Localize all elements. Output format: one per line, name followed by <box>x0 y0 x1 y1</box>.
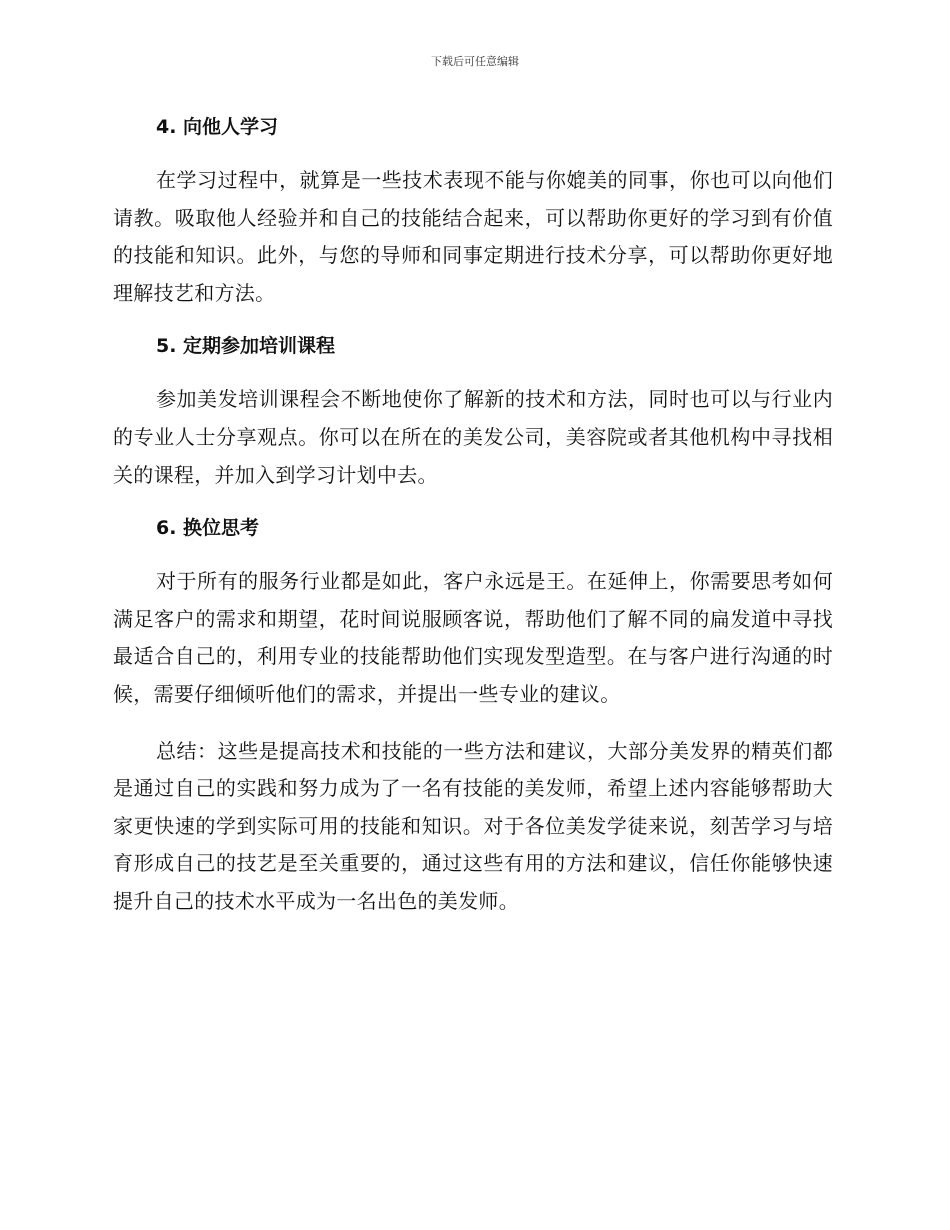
section-title-5: 5. 定期参加培训课程 <box>156 335 336 358</box>
section-paragraph-4: 在学习过程中，就算是一些技术表现不能与你媲美的同事，你也可以向他们请教。吸取他人经验并和自己的技能结合起来，可以帮助你更好的学习到有价值的技能和知识。此外，与您的导师和同事定期进行技术分享，可以帮助你更好地理解技艺和方法。 <box>113 168 833 305</box>
section-title-4: 4. 向他人学习 <box>156 116 279 138</box>
page-header: 下载后可任意编辑 <box>431 55 519 68</box>
summary-paragraph: 总结：这些是提高技术和技能的一些方法和建议，大部分美发界的精英们都是通过自己的实践和努力成为了一名有技能的美发师，希望上述内容能够帮助大家更快速的学到实际可用的技能和知识。对于各位美发学徒来说，刻苦学习与培育形成自己的技艺是至关重要的，通过这些有用的方法和建议，信任你能够快速提升自己的技术水平成为一名出色的美发师。 <box>113 738 833 913</box>
document-body <box>113 112 833 940</box>
section-paragraph-5: 参加美发培训课程会不断地使你了解新的技术和方法，同时也可以与行业内的专业人士分享观点。你可以在所在的美发公司，美容院或者其他机构中寻找相关的课程，并加入到学习计划中去。 <box>113 387 833 487</box>
section-paragraph-6: 对于所有的服务行业都是如此，客户永远是王。在延伸上，你需要思考如何满足客户的需求和期望，花时间说服顾客说，帮助他们了解不同的扁发道中寻找最适合自己的，利用专业的技能帮助他们实现发型造型。在与客户进行沟通的时候，需要仔细倾听他们的需求，并提出一些专业的建议。 <box>113 569 833 706</box>
section-title-6: 6. 换位思考 <box>156 517 260 540</box>
